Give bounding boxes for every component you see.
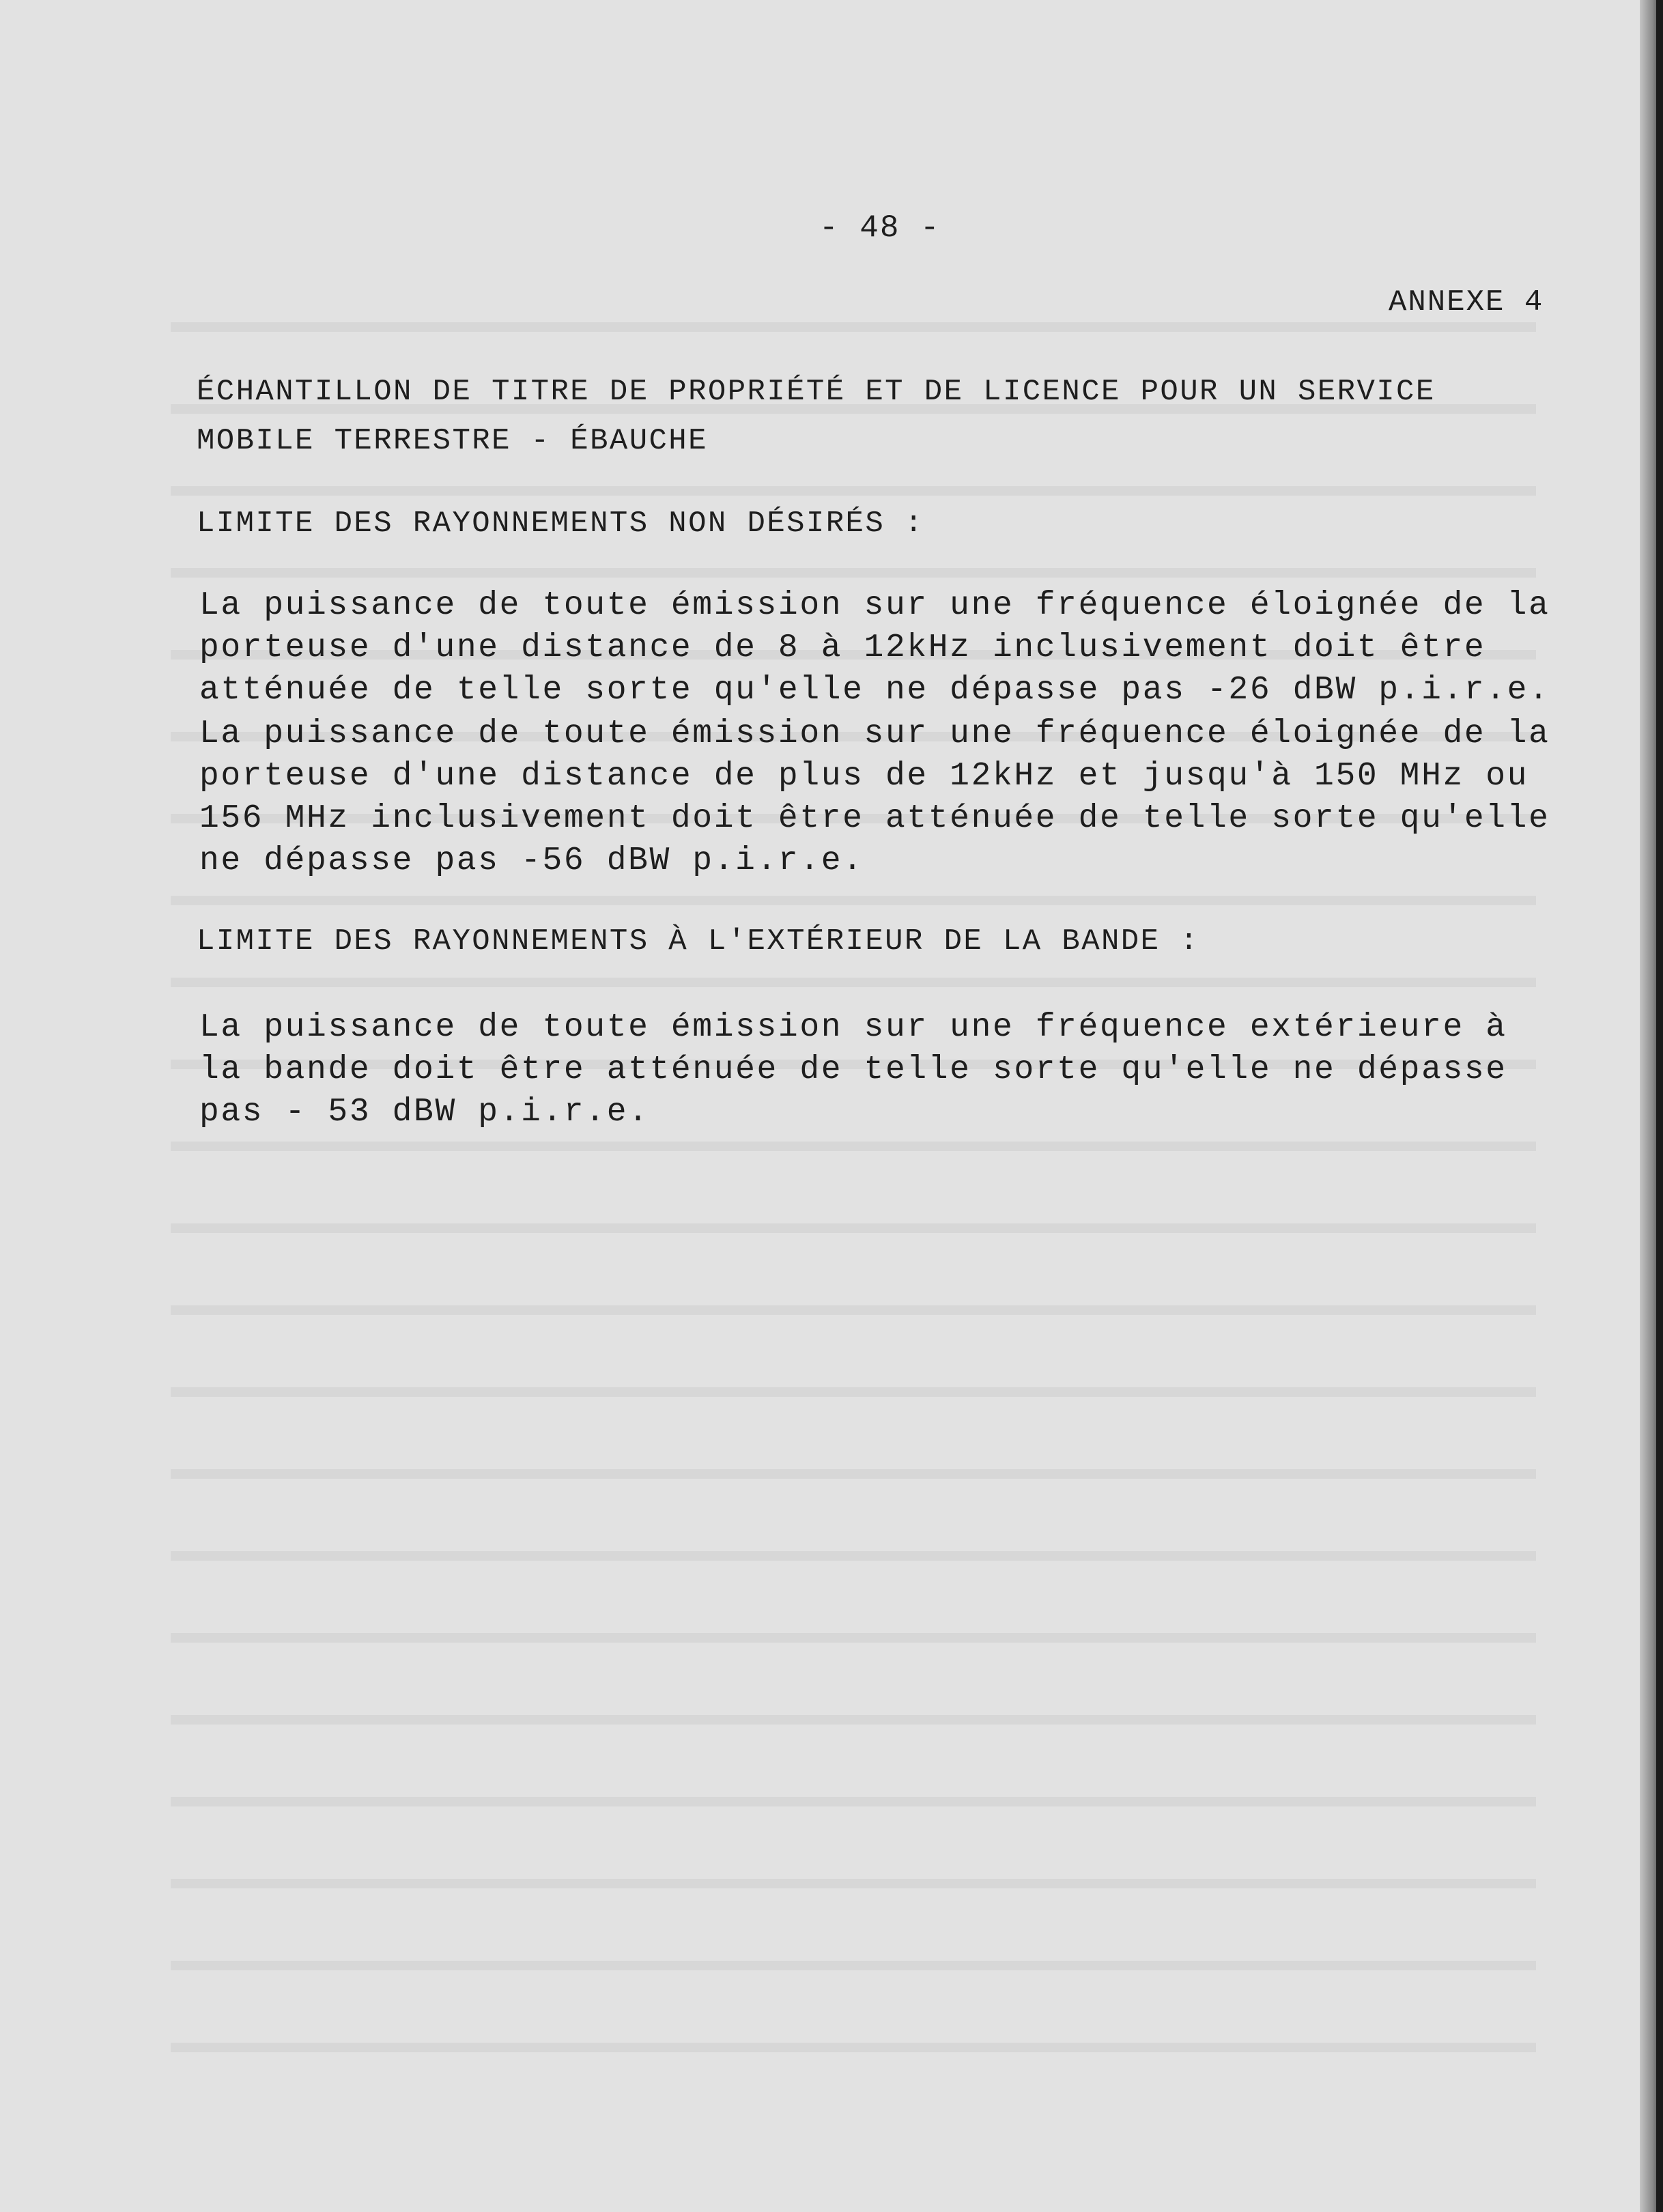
paragraph-out-of-band: La puissance de toute émission sur une fréquence extérieure à la bande doit être atténuée de telle sorte qu'elle ne dépasse pas - 53 dBW p.i.r.e. xyxy=(199,1009,1507,1131)
paragraph-unwanted-emissions-1: La puissance de toute émission sur une fréquence éloignée de la porteuse d'une distance de 8 à 12kHz inclusivement doit être atténuée de telle sorte qu'elle ne dépasse pas -26 dBW p.i.r.e. xyxy=(199,587,1550,709)
page-edge xyxy=(1656,0,1663,2212)
title-line-1: ÉCHANTILLON DE TITRE DE PROPRIÉTÉ ET DE LICENCE POUR UN SERVICE xyxy=(197,375,1436,409)
title-line-2: MOBILE TERRESTRE - ÉBAUCHE xyxy=(197,424,708,458)
annex-label: ANNEXE 4 xyxy=(1389,285,1544,320)
document-title xyxy=(197,367,1548,466)
bleed-through-texture xyxy=(171,287,1536,2096)
section-heading-unwanted-emissions: LIMITE DES RAYONNEMENTS NON DÉSIRÉS : xyxy=(197,507,924,541)
section-heading-out-of-band: LIMITE DES RAYONNEMENTS À L'EXTÉRIEUR DE LA BANDE : xyxy=(197,924,1200,959)
paragraph-unwanted-emissions-2: La puissance de toute émission sur une fréquence éloignée de la porteuse d'une distance de plus de 12kHz et jusqu'à 150 MHz ou 156 MHz inclusivement doit être atténuée de telle sorte qu'elle ne dépasse pas -56 dBW p.i.r.e. xyxy=(199,715,1550,879)
page-number: - 48 - xyxy=(819,210,941,246)
